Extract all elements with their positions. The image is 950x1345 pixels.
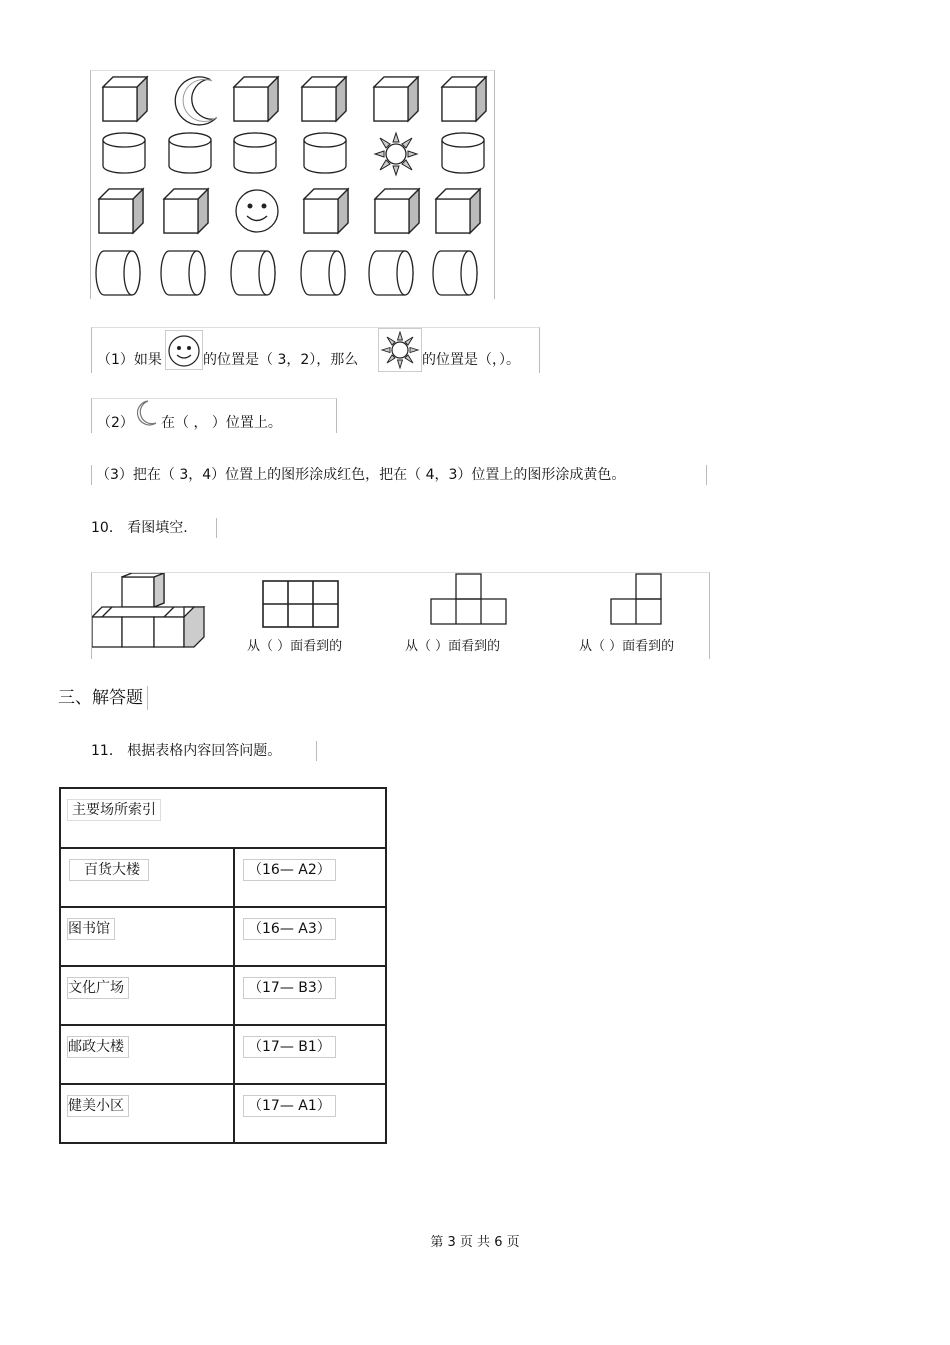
code-cell [234, 907, 386, 966]
table-row [60, 1025, 386, 1084]
q9-part1 [91, 327, 540, 373]
horizontal-cylinder-icon [96, 251, 140, 295]
sun-icon [378, 328, 422, 372]
q9-part3 [91, 465, 707, 485]
place-name: 邮政大楼 [67, 1036, 129, 1058]
code-cell [234, 1084, 386, 1143]
table-row [60, 1084, 386, 1143]
view-caption-3: 从（ ）面看到的 [579, 639, 675, 654]
q9-part2-text-b: 在（ ， ）位置上。 [161, 415, 282, 431]
section-heading-text: 三、解答题 [58, 688, 143, 708]
cube-icon [442, 77, 486, 121]
place-cell [60, 966, 234, 1025]
q11-title-text: 11． 根据表格内容回答问题。 [91, 743, 282, 759]
cube-icon [164, 189, 208, 233]
q10-figure [91, 572, 710, 659]
view-grid-2 [431, 574, 506, 624]
cube-icon [99, 189, 143, 233]
code-cell [234, 848, 386, 907]
place-code: （17— B1） [243, 1036, 336, 1058]
cube-icon [375, 189, 419, 233]
table-header-row [60, 788, 386, 848]
place-index-table [59, 787, 387, 1144]
place-name: 文化广场 [67, 977, 129, 999]
q9-part3-text: （3）把在（ 3，4）位置上的图形涂成红色，把在（ 4，3）位置上的图形涂成黄色。 [96, 467, 626, 483]
horizontal-cylinder-icon [231, 251, 275, 295]
q9-part2 [91, 398, 337, 433]
cylinder-icon [442, 133, 484, 173]
cylinder-icon [234, 133, 276, 173]
cube-icon [436, 189, 480, 233]
cylinder-icon [103, 133, 145, 173]
table-row [60, 966, 386, 1025]
horizontal-cylinder-icon [301, 251, 345, 295]
place-name: 百货大楼 [69, 859, 149, 881]
view-caption-1: 从（ ）面看到的 [247, 639, 343, 654]
horizontal-cylinder-icon [369, 251, 413, 295]
place-name: 图书馆 [67, 918, 115, 940]
table-row [60, 907, 386, 966]
cylinder-icon [169, 133, 211, 173]
cube-icon [374, 77, 418, 121]
moon-icon [175, 77, 217, 125]
page-footer [0, 1234, 950, 1252]
place-name: 健美小区 [67, 1095, 129, 1117]
sun-icon [375, 133, 417, 175]
q10-title [91, 518, 217, 538]
q9-part1-text-c: 的位置是（，）。 [422, 352, 520, 368]
cube-icon [302, 77, 346, 121]
page-number: 第 3 页 共 6 页 [430, 1235, 520, 1250]
section-heading [58, 686, 148, 710]
cube-icon [234, 77, 278, 121]
table-row [60, 848, 386, 907]
horizontal-cylinder-icon [161, 251, 205, 295]
cube-icon [304, 189, 348, 233]
q9-part2-text-a: （2） [97, 415, 134, 431]
view-caption-2: 从（ ）面看到的 [405, 639, 501, 654]
code-cell [234, 1025, 386, 1084]
code-cell [234, 966, 386, 1025]
place-cell [60, 1084, 234, 1143]
smiley-icon [165, 330, 203, 370]
place-cell [60, 1025, 234, 1084]
shape-grid [90, 70, 495, 299]
place-code: （16— A3） [243, 918, 336, 940]
place-code: （17— B3） [243, 977, 336, 999]
cube-icon [103, 77, 147, 121]
q11-title [91, 741, 317, 761]
table-header-cell [60, 788, 386, 848]
block-model-icon [92, 573, 204, 647]
q10-title-text: 10． 看图填空. [91, 520, 188, 536]
cylinder-icon [304, 133, 346, 173]
q9-part1-text-b: 的位置是（ 3，2），那么 [203, 352, 359, 368]
moon-icon [132, 399, 162, 427]
horizontal-cylinder-icon [433, 251, 477, 295]
smiley-icon [236, 190, 278, 232]
place-cell [60, 848, 234, 907]
place-code: （16— A2） [243, 859, 336, 881]
view-grid-1 [263, 581, 338, 627]
q9-part1-text-a: （1）如果 [97, 352, 162, 368]
table-header-text: 主要场所索引 [67, 799, 161, 821]
place-cell [60, 907, 234, 966]
view-grid-3 [611, 574, 661, 624]
place-code: （17— A1） [243, 1095, 336, 1117]
